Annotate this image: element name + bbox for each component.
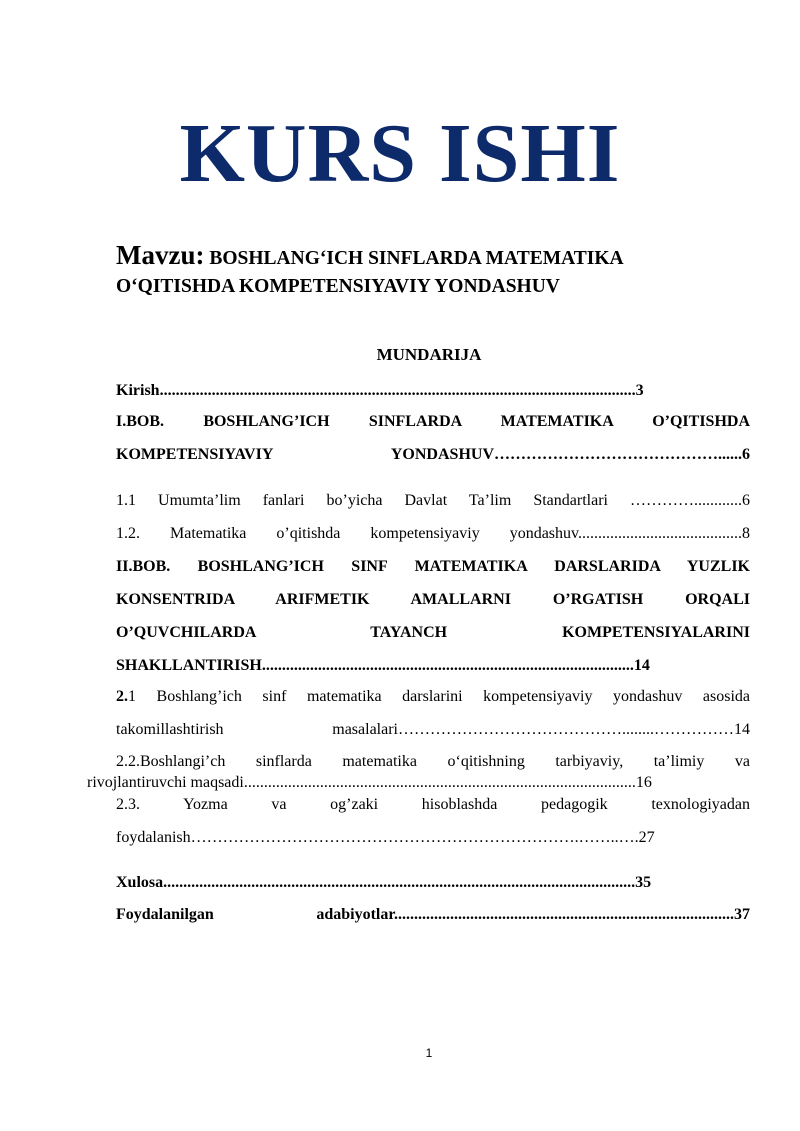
toc-line: takomillashtirish masalalari……………………………………........……………14 <box>116 721 750 738</box>
toc-line: 2.3. Yozma va og’zaki hisoblashda pedagogik texnologiyadan <box>116 796 750 813</box>
toc-line: KOMPETENSIYAVIY YONDASHUV……………………………………......6 <box>116 446 750 463</box>
toc-line: Xulosa......................................................................................................................35 <box>116 874 652 891</box>
toc-entry-chapter-1 <box>116 405 750 471</box>
toc-line: 2.2.Boshlangi’ch sinflarda matematika o‘qitishning tarbiyaviy, ta’limiy va <box>116 753 750 770</box>
toc-line: II.BOB. BOSHLANG’ICH SINF MATEMATIKA DARSLARIDA YUZLIK <box>116 558 750 575</box>
toc-entry-2-3 <box>116 788 750 854</box>
toc-line: SHAKLLANTIRISH.............................................................................................14 <box>116 657 650 674</box>
toc-line: 1.2. Matematika o’qitishda kompetensiyaviy yondashuv.........................................8 <box>116 525 750 542</box>
toc-entry-1-2 <box>116 517 750 550</box>
toc-line <box>116 680 750 713</box>
toc-entry-1-1 <box>116 484 750 517</box>
contents-heading: MUNDARIJA <box>376 345 482 364</box>
toc-entry-adabiyotlar <box>116 898 750 931</box>
toc-line: Kirish.......................................................................................................................3 <box>116 382 644 399</box>
topic-line-2: O‘QITISHDA KOMPETENSIYAVIY YONDASHUV <box>116 276 560 297</box>
toc-line: O’QUVCHILARDA TAYANCH KOMPETENSIYALARINI <box>116 624 750 641</box>
page-number: 1 <box>425 1046 433 1060</box>
toc-text: 1 Boshlang’ich sinf matematika darslarini kompetensiyaviy yondashuv asosida <box>128 688 750 705</box>
toc-line: foydalanish……………………………………………………………….……..….27 <box>116 829 655 846</box>
toc-line: I.BOB. BOSHLANG’ICH SINFLARDA MATEMATIKA O’QITISHDA <box>116 413 750 430</box>
toc-entry-xulosa <box>116 866 750 899</box>
toc-entry-kirish <box>116 374 750 407</box>
toc-line: KONSENTRIDA ARIFMETIK AMALLARNI O’RGATISH ORQALI <box>116 591 750 608</box>
topic-label: Mavzu: <box>116 240 205 270</box>
topic-block <box>116 241 756 301</box>
toc-line: 1.1 Umumta’lim fanlari bo’yicha Davlat Ta’lim Standartlari …………............6 <box>116 492 750 509</box>
toc-number: 2. <box>116 688 128 705</box>
toc-entry-2-1 <box>116 680 750 746</box>
toc-line: Foydalanilgan adabiyotlar.....................................................................................37 <box>116 906 750 923</box>
toc-entry-chapter-2 <box>116 550 750 682</box>
topic-line-1: BOSHLANG‘ICH SINFLARDA MATEMATIKA <box>204 248 624 269</box>
toc-entry-2-2 <box>87 751 750 793</box>
document-title: KURS ISHI <box>179 107 621 200</box>
toc-line: rivojlantiruvchi maqsadi..................................................................................................16 <box>87 774 652 791</box>
